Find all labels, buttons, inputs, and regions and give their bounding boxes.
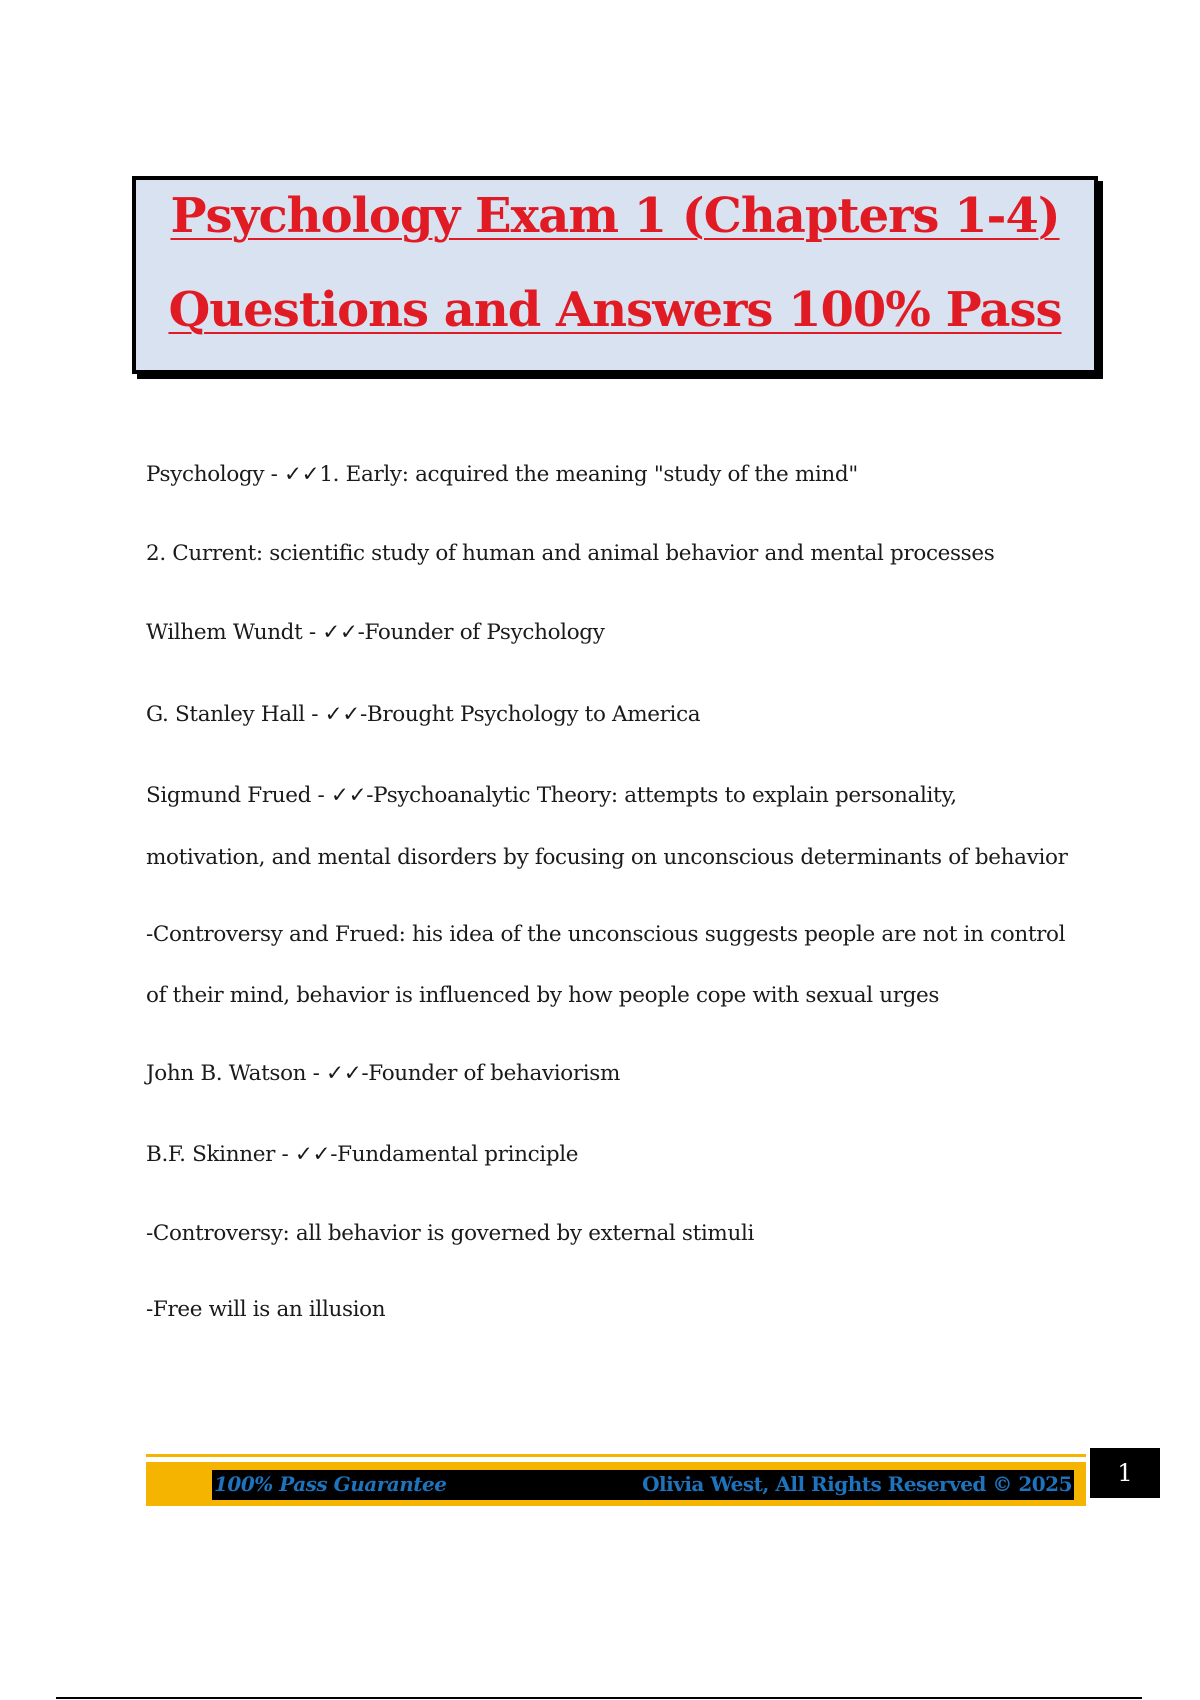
entry-free-will: -Free will is an illusion: [146, 1297, 386, 1322]
entry-watson: John B. Watson - ✓✓-Founder of behaviorism: [146, 1061, 621, 1086]
footer-inner-band: [212, 1470, 1074, 1500]
page-bottom-rule: [56, 1697, 1142, 1699]
entry-wundt: Wilhem Wundt - ✓✓-Founder of Psychology: [146, 620, 605, 645]
footer-copyright-text: Olivia West, All Rights Reserved © 2025: [642, 1472, 1072, 1496]
entry-freud-continued: motivation, and mental disorders by focusing on unconscious determinants of behavior: [146, 845, 1068, 870]
entry-freud-controversy-continued: of their mind, behavior is influenced by how people cope with sexual urges: [146, 983, 940, 1008]
page-number: 1: [1090, 1448, 1160, 1498]
title-box: [132, 176, 1098, 374]
entry-skinner: B.F. Skinner - ✓✓-Fundamental principle: [146, 1142, 579, 1167]
footer-guarantee-text: 100% Pass Guarantee: [214, 1472, 447, 1496]
entry-freud-controversy: -Controversy and Frued: his idea of the unconscious suggests people are not in control: [146, 922, 1066, 947]
entry-psychology-definition-current: 2. Current: scientific study of human and animal behavior and mental processes: [146, 541, 995, 566]
entry-hall: G. Stanley Hall - ✓✓-Brought Psychology to America: [146, 702, 701, 727]
entry-freud: Sigmund Frued - ✓✓-Psychoanalytic Theory: attempts to explain personality,: [146, 783, 957, 808]
footer-bar: [146, 1462, 1086, 1506]
entry-psychology-definition-early: Psychology - ✓✓1. Early: acquired the meaning "study of the mind": [146, 462, 858, 487]
document-title-line-1: Psychology Exam 1 (Chapters 1-4): [170, 188, 1060, 244]
document-title-line-2: Questions and Answers 100% Pass: [168, 282, 1062, 338]
footer-top-rule: [146, 1454, 1086, 1457]
entry-skinner-controversy: -Controversy: all behavior is governed by external stimuli: [146, 1221, 755, 1246]
